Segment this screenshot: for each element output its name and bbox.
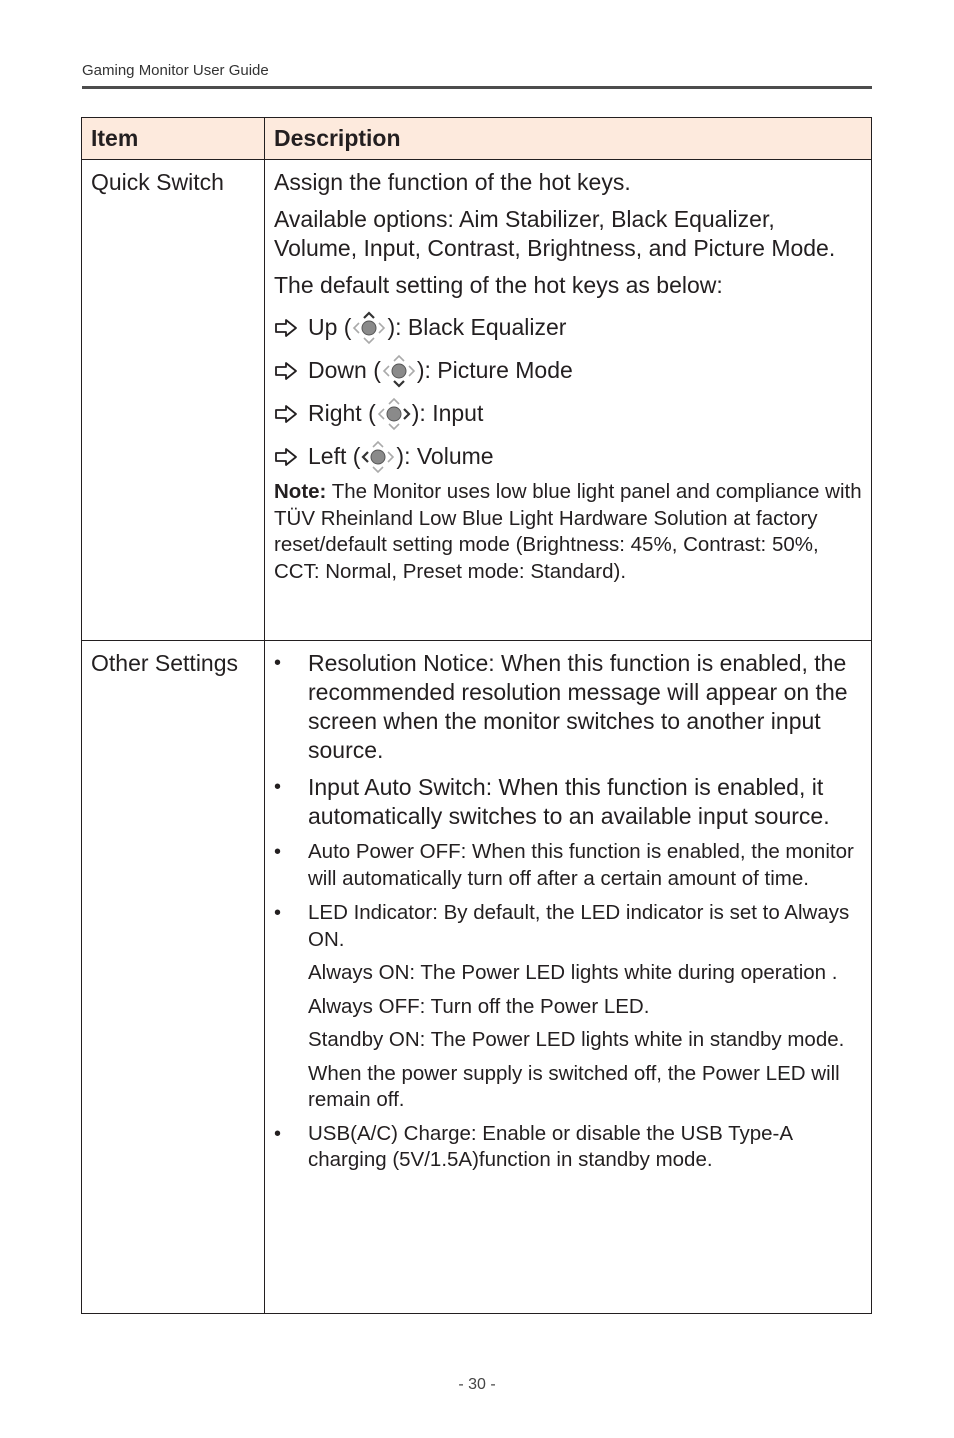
paragraph: The default setting of the hot keys as below: xyxy=(274,272,723,298)
arrow-right-icon xyxy=(274,318,299,338)
bullet-icon: • xyxy=(274,841,282,863)
hotkey-up xyxy=(274,313,863,342)
bullet-icon: • xyxy=(274,776,282,798)
hotkey-function: ): Volume xyxy=(396,443,494,469)
settings-list xyxy=(274,1121,863,1174)
hotkey-function: ): Picture Mode xyxy=(416,357,573,383)
hotkey-function: ): Black Equalizer xyxy=(387,314,567,340)
led-option: When the power supply is switched off, the Power LED will remain off. xyxy=(308,1061,840,1111)
led-option: Always OFF: Turn off the Power LED. xyxy=(308,994,650,1018)
page-number: - 30 - xyxy=(458,1376,496,1393)
column-header-description: Description xyxy=(265,118,872,160)
column-header-item: Item xyxy=(82,118,265,160)
description-quick-switch xyxy=(265,160,872,641)
led-option: Always ON: The Power LED lights white during operation . xyxy=(308,961,838,984)
hotkey-label: Right ( xyxy=(308,400,376,426)
list-item-text: Auto Power OFF: When this function is enabled, the monitor will automatically turn off after a certain amount of time. xyxy=(308,840,854,890)
table-row xyxy=(82,641,872,1314)
joystick-left-icon xyxy=(361,440,395,474)
hotkey-function: ): Input xyxy=(411,400,484,426)
arrow-right-icon xyxy=(274,404,299,424)
list-item-text: Resolution Notice: When this function is enabled, the recommended resolution message will appear on the screen when the monitor switches to another input source. xyxy=(308,650,848,763)
bullet-icon: • xyxy=(274,652,282,674)
bullet-icon: • xyxy=(274,902,282,924)
hotkey-down xyxy=(274,356,863,385)
table-row xyxy=(82,160,872,641)
joystick-up-icon xyxy=(352,311,386,345)
paragraph: Assign the function of the hot keys. xyxy=(274,169,631,195)
list-item xyxy=(274,1121,863,1174)
note-text: The Monitor uses low blue light panel and compliance with TÜV Rheinland Low Blue Light Hardware Solution at factory reset/default setting mode (Brightness: 45%, Contrast: 50%, CCT: Normal, Preset mode: Standard). xyxy=(274,480,862,583)
list-item-text: USB(A/C) Charge: Enable or disable the USB Type-A charging (5V/1.5A)function in standby mode. xyxy=(308,1121,792,1171)
list-item xyxy=(274,773,863,831)
list-item xyxy=(274,649,863,765)
arrow-right-icon xyxy=(274,447,299,467)
table-header-row xyxy=(82,118,872,160)
item-quick-switch: Quick Switch xyxy=(82,160,265,641)
note-label: Note: xyxy=(274,480,327,503)
led-option: Standby ON: The Power LED lights white in standby mode. xyxy=(308,1028,845,1051)
hotkey-label: Left ( xyxy=(308,443,361,469)
paragraph: Available options: Aim Stabilizer, Black Equalizer, Volume, Input, Contrast, Brightness, and Picture Mode. xyxy=(274,206,836,261)
item-other-settings: Other Settings xyxy=(82,641,265,1314)
running-header: Gaming Monitor User Guide xyxy=(82,62,269,79)
list-item-text: LED Indicator: By default, the LED indicator is set to Always ON. xyxy=(308,901,850,951)
settings-table xyxy=(81,117,872,1314)
description-other-settings xyxy=(265,641,872,1314)
list-item xyxy=(274,900,863,953)
header-rule xyxy=(82,86,872,89)
list-item-text: Input Auto Switch: When this function is enabled, it automatically switches to an available input source. xyxy=(308,774,830,829)
joystick-down-icon xyxy=(382,354,416,388)
hotkey-left xyxy=(274,442,863,471)
bullet-icon: • xyxy=(274,1122,282,1145)
joystick-right-icon xyxy=(377,397,411,431)
hotkey-label: Down ( xyxy=(308,357,381,383)
settings-list xyxy=(274,649,863,953)
list-item xyxy=(274,839,863,892)
arrow-right-icon xyxy=(274,361,299,381)
hotkey-label: Up ( xyxy=(308,314,352,340)
note xyxy=(274,479,863,585)
hotkey-right xyxy=(274,399,863,428)
